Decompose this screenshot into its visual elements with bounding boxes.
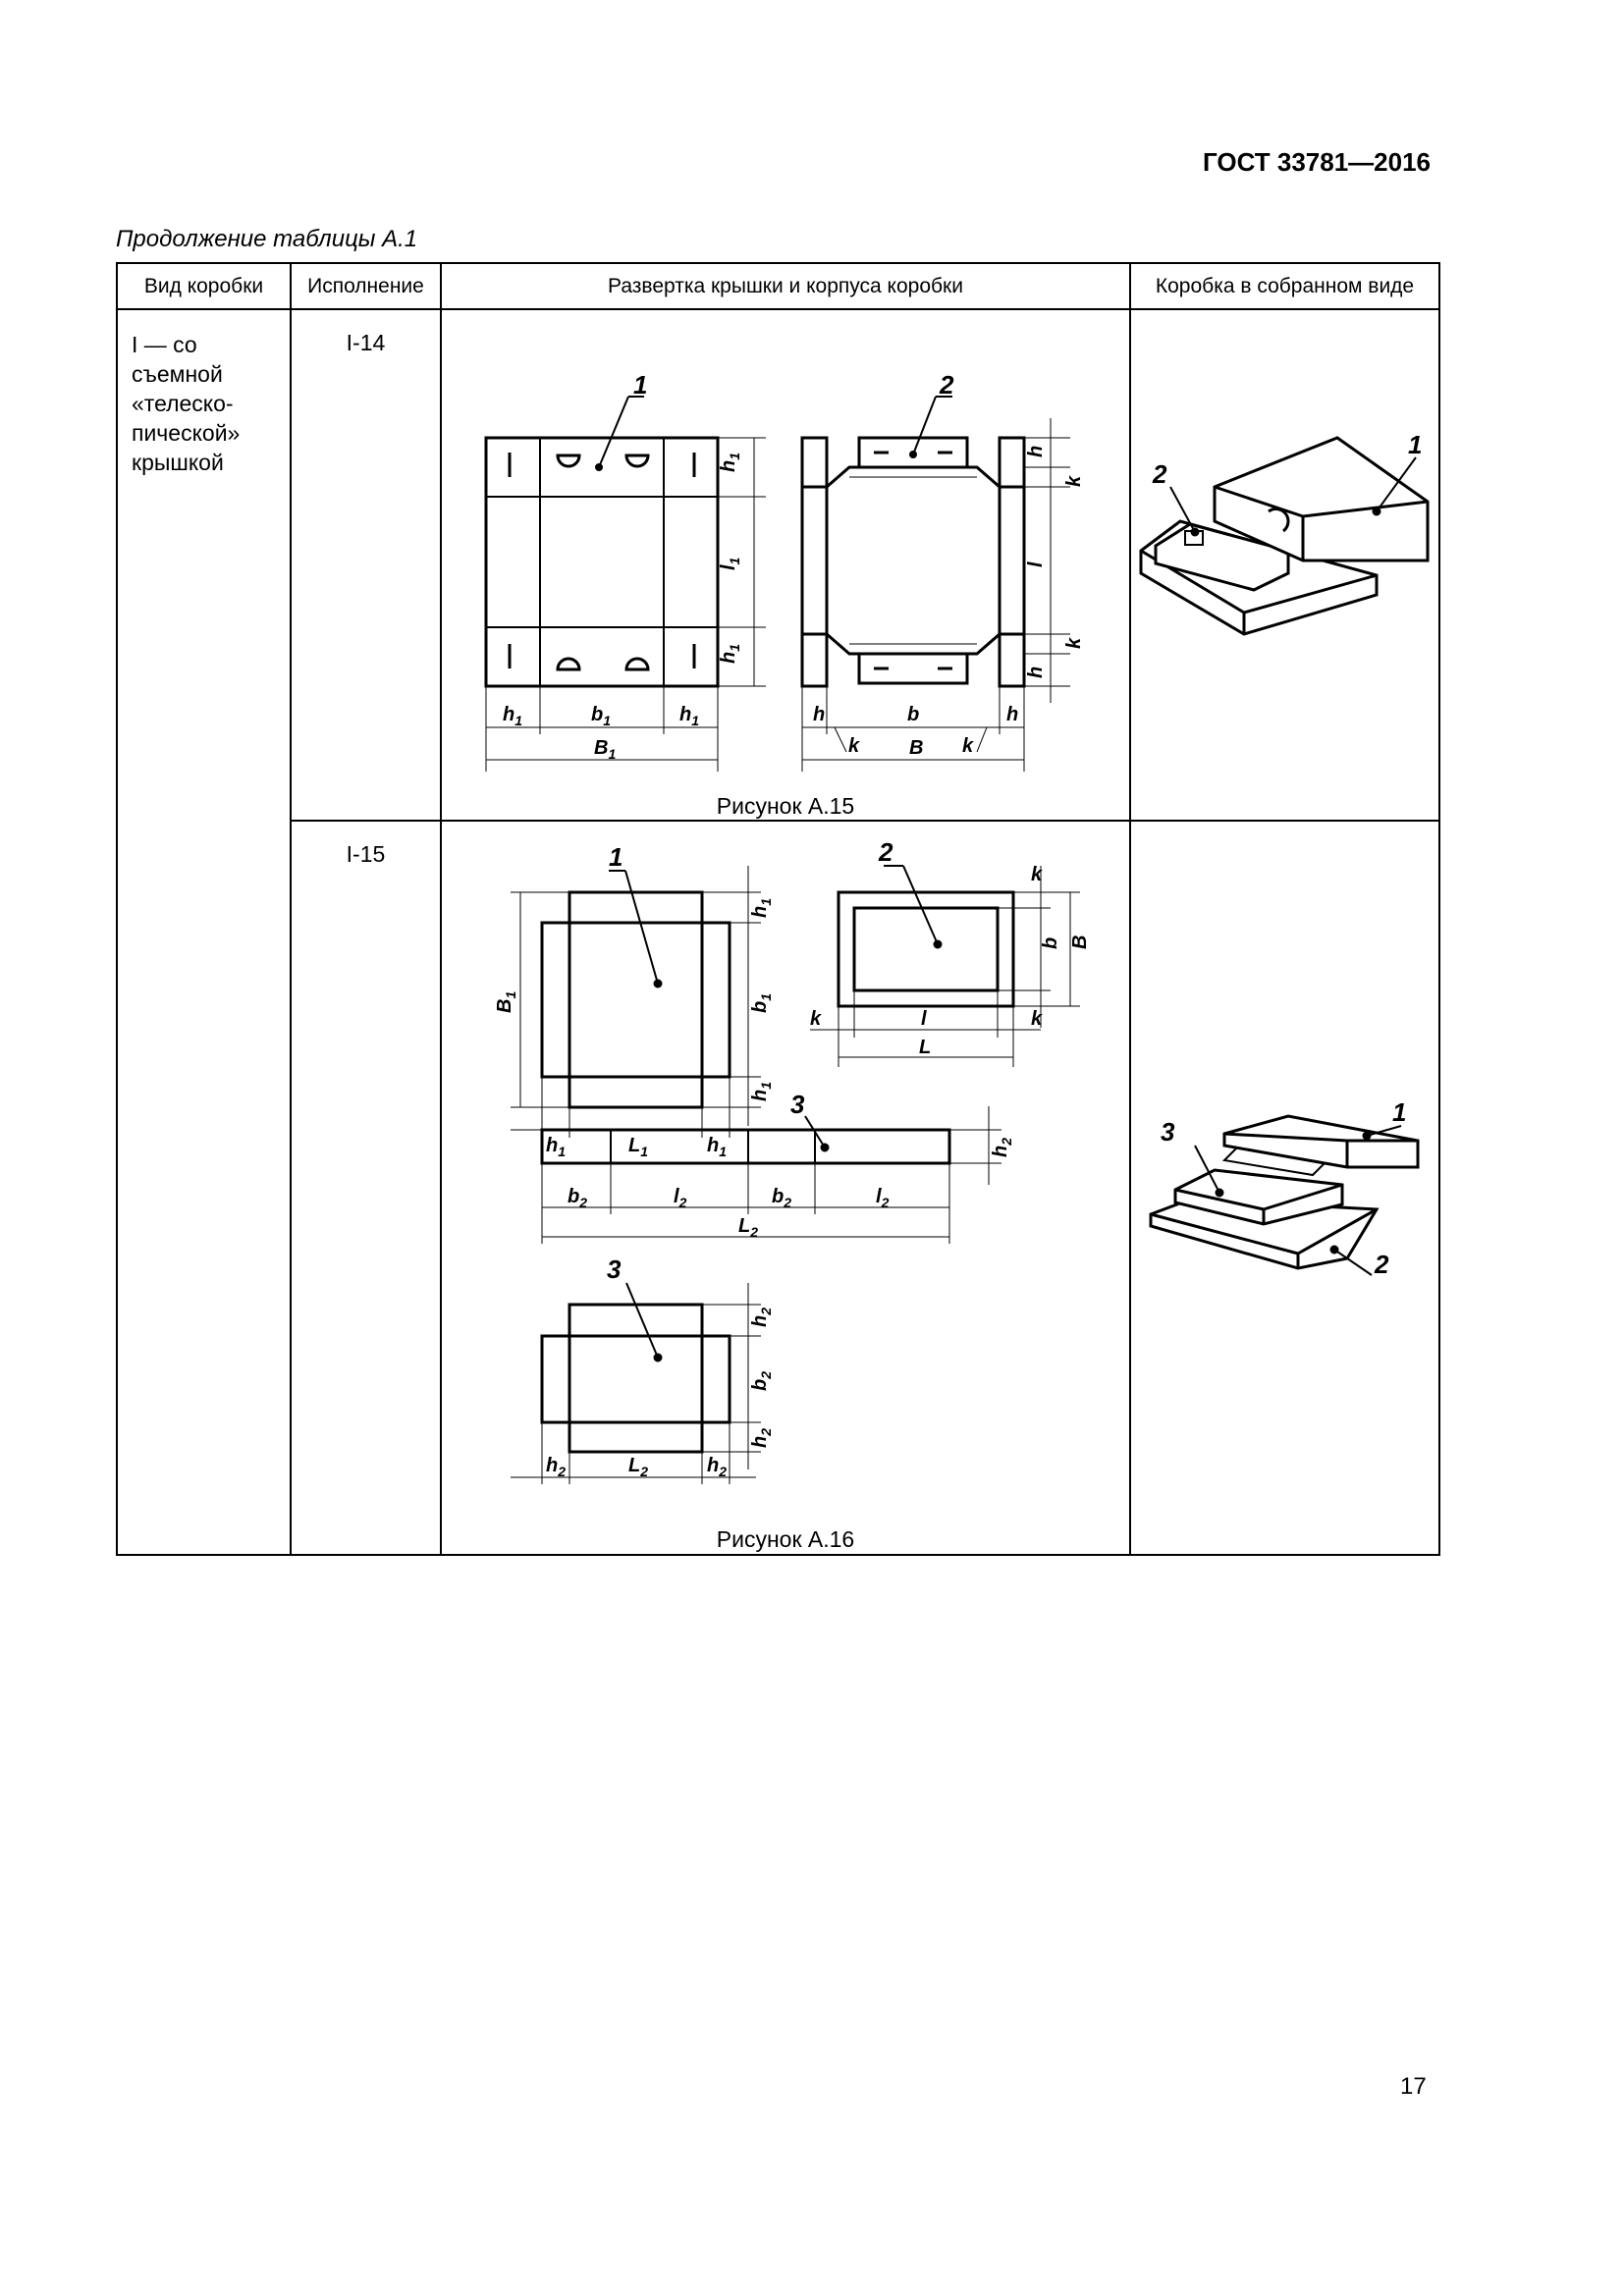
label-h1-lid-left: $h_1$ [503,704,523,728]
subscript: 2 [758,1370,774,1379]
subscript: 2 [784,1195,792,1210]
label-k-a16-top: k [1031,864,1043,885]
label-b-a16: b [1040,936,1061,949]
execution-code: I-14 [346,330,386,355]
execution-cell [291,821,441,1555]
label-h1-lid-top: $h_1$ [718,452,742,472]
label-L2-flat: $L_2$ [628,1455,649,1479]
label-B-a16: B [1069,934,1091,949]
label-n3-flat: 3 [607,1255,622,1284]
subscript: 2 [758,1427,774,1436]
figure-a15-assembled [1131,310,1438,820]
table-header-row [117,263,1439,309]
subscript: 1 [558,1144,567,1159]
label-h1-lid-right: $h_1$ [679,704,700,728]
subscript: 1 [503,990,518,999]
label-k-a16-left: k [810,1008,822,1030]
subscript: 1 [719,1144,728,1159]
label-k-body-bottom: k [1063,637,1085,649]
label-h-body-right: h [1006,704,1019,725]
label-b-body: b [907,704,920,725]
label-h1-a16-left: $h_1$ [546,1135,567,1159]
label-l2-strip-1: $l_2$ [674,1186,687,1210]
label-B-body: B [909,737,924,759]
subscript: 1 [727,643,742,652]
subscript: 1 [608,746,617,762]
page-number: 17 [1400,2073,1427,2100]
label-k-body-top: k [1063,475,1085,487]
subscript: 1 [758,992,774,1001]
label-h1-a16-right: $h_1$ [707,1135,728,1159]
label-h-body-bottom: h [1025,666,1047,678]
unfolding-cell-a15 [441,309,1130,821]
label-h2-strip: $h_2$ [990,1137,1014,1157]
subscript: 1 [603,713,612,728]
label-n3-strip: 3 [790,1090,805,1119]
subscript: 2 [640,1464,649,1479]
col-execution: Исполнение [291,263,441,309]
assembled-cell-a16 [1130,821,1439,1555]
label-l-a16: l [921,1008,927,1030]
col-box-kind: Вид коробки [117,263,291,309]
subscript: 2 [999,1137,1014,1146]
figure-a15-unfolding [442,310,1129,820]
label-L2-strip: $L_2$ [738,1215,759,1240]
subscript: 1 [727,557,742,565]
box-kind-text: I — со съемной «телеско-пической» крышкой [132,332,241,475]
figure-caption: Рисунок А.16 [716,1526,855,1552]
subscript: 1 [758,897,774,906]
figure-a16-unfolding [442,822,1129,1554]
subscript: 2 [758,1307,774,1315]
execution-cell [291,309,441,821]
label-n1-a16: 1 [609,842,623,872]
label-h-body-left: h [813,704,826,725]
table-continuation-label: Продолжение таблицы А.1 [116,226,418,252]
label-B1-a16: $B_1$ [494,990,518,1013]
col-unfolding: Развертка крышки и корпуса коробки [441,263,1130,309]
label-l2-strip-2: $l_2$ [876,1186,890,1210]
label-l1-lid: $l_1$ [718,557,742,570]
label-n2-assembled-a16: 2 [1375,1250,1389,1279]
subscript: 1 [758,1081,774,1090]
assembled-cell-a15 [1130,309,1439,821]
label-h2-flat-right: $h_2$ [707,1455,728,1479]
subscript: 1 [691,713,700,728]
label-n1-a15: 1 [633,370,648,400]
label-L-a16: L [919,1037,932,1058]
label-n2-a15: 2 [940,370,954,400]
col-assembled: Коробка в собранном виде [1130,263,1439,309]
label-h1-a16-bottom: $h_1$ [749,1081,774,1101]
label-h1-lid-bottom: $h_1$ [718,643,742,664]
unfolding-cell-a16 [441,821,1130,1555]
subscript: 2 [881,1195,890,1210]
label-L1-a16: $L_1$ [628,1135,649,1159]
label-n1-assembled-a15: 1 [1408,430,1423,459]
label-n2-assembled-a15: 2 [1153,459,1167,489]
figure-caption: Рисунок А.15 [716,793,855,819]
subscript: 2 [719,1464,728,1479]
label-b2-strip-2: $b_2$ [772,1186,792,1210]
label-n2-a16: 2 [879,837,893,867]
label-h1-a16-top: $h_1$ [749,897,774,918]
figure-a16-assembled [1131,822,1438,1554]
subscript: 1 [514,713,523,728]
table-row [117,309,1439,821]
table-row [117,821,1439,1555]
label-h2-flat-bottom: $h_2$ [749,1427,774,1448]
label-b1-a16: $b_1$ [749,992,774,1013]
label-k-body-right: k [962,735,974,757]
execution-code: I-15 [346,841,386,867]
label-k-a16-right: k [1031,1008,1043,1030]
label-k-body-left: k [848,735,860,757]
label-b1-lid: $b_1$ [591,704,612,728]
box-kind-cell [117,309,291,1555]
label-h2-flat-left: $h_2$ [546,1455,567,1479]
label-b2-flat: $b_2$ [749,1370,774,1391]
subscript: 1 [727,452,742,460]
subscript: 2 [579,1195,588,1210]
standard-number: ГОСТ 33781—2016 [1203,147,1431,177]
label-n1-assembled-a16: 1 [1392,1097,1407,1127]
label-h2-flat-top: $h_2$ [749,1307,774,1327]
label-l-body: l [1025,561,1047,567]
subscript: 1 [640,1144,649,1159]
label-b2-strip-1: $b_2$ [568,1186,588,1210]
subscript: 2 [678,1195,687,1210]
label-B1-lid: $B_1$ [594,737,617,762]
label-n3-assembled-a16: 3 [1161,1117,1175,1147]
label-h-body-top: h [1025,445,1047,457]
subscript: 2 [750,1224,759,1240]
subscript: 2 [558,1464,567,1479]
box-table [116,262,1440,1556]
